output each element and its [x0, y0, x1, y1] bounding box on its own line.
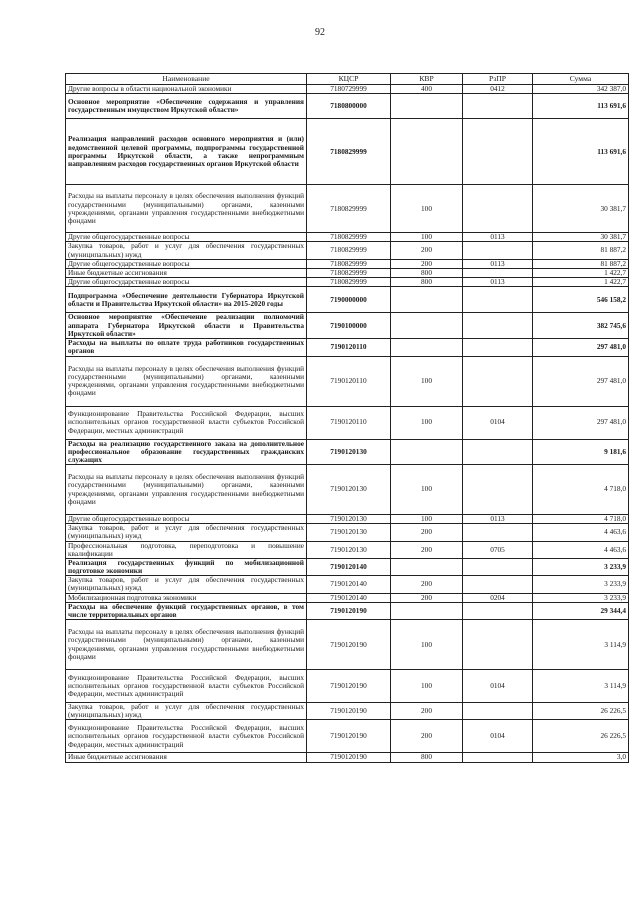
cell-rzpr: [463, 287, 533, 313]
cell-name: Иные бюджетные ассигнования: [66, 753, 307, 762]
table-row: [66, 558, 629, 575]
cell-rzpr: 0113: [463, 278, 533, 287]
cell-code: 7190120130: [307, 541, 391, 558]
cell-code: 7190120190: [307, 602, 391, 619]
cell-name: Расходы на выплаты по оплате труда работников государственных органов: [66, 339, 307, 356]
cell-sum: 3,0: [533, 753, 629, 762]
cell-rzpr: [463, 185, 533, 233]
header-name: Наименование: [66, 74, 307, 85]
cell-name: Расходы на выплаты персоналу в целях обеспечения выполнения функций государственными (муниципальными) органами, казенными учреждениями, органами управления государственными внебюджетными фондами: [66, 465, 307, 515]
table-row: [66, 602, 629, 619]
cell-code: 7190120110: [307, 339, 391, 356]
table-row: [66, 593, 629, 602]
cell-name: Другие общегосударственные вопросы: [66, 278, 307, 287]
cell-kvr: 100: [391, 406, 463, 439]
cell-name: Функционирование Правительства Российской Федерации, высших исполнительных органов государственной власти субъектов Российской Федерации, местных администраций: [66, 670, 307, 703]
cell-kvr: 100: [391, 515, 463, 524]
cell-code: 7190120190: [307, 720, 391, 753]
cell-sum: 4 718,0: [533, 515, 629, 524]
cell-rzpr: 0104: [463, 406, 533, 439]
cell-code: 7180729999: [307, 85, 391, 94]
cell-name: Другие общегосударственные вопросы: [66, 233, 307, 242]
cell-name: Другие общегосударственные вопросы: [66, 515, 307, 524]
cell-name: Основное мероприятие «Обеспечение реализации полномочий аппарата Губернатора Иркутской области и Правительства Иркутской области»: [66, 313, 307, 339]
cell-rzpr: 0113: [463, 515, 533, 524]
budget-table: [65, 73, 629, 763]
cell-kvr: 800: [391, 278, 463, 287]
cell-kvr: 100: [391, 670, 463, 703]
cell-name: Основное мероприятие «Обеспечение содержания и управления государственным имуществом Иркутской области»: [66, 94, 307, 119]
cell-rzpr: [463, 242, 533, 259]
cell-sum: 30 381,7: [533, 185, 629, 233]
cell-sum: 3 233,9: [533, 593, 629, 602]
cell-name: Другие общегосударственные вопросы: [66, 259, 307, 268]
table-row: [66, 278, 629, 287]
cell-rzpr: [463, 94, 533, 119]
cell-name: Расходы на выплаты персоналу в целях обеспечения выполнения функций государственными (муниципальными) органами, казенными учреждениями, органами управления государственными внебюджетными фондами: [66, 185, 307, 233]
cell-kvr: 100: [391, 185, 463, 233]
table-row: [66, 703, 629, 720]
table-header-row: [66, 74, 629, 85]
cell-code: 7190120130: [307, 515, 391, 524]
table-row: [66, 119, 629, 185]
table-row: [66, 287, 629, 313]
table-body: [66, 85, 629, 763]
cell-sum: 81 887,2: [533, 259, 629, 268]
cell-name: Другие вопросы в области национальной экономики: [66, 85, 307, 94]
header-kvr: КВР: [391, 74, 463, 85]
cell-code: 7190100000: [307, 313, 391, 339]
cell-kvr: [391, 602, 463, 619]
table-row: [66, 339, 629, 356]
cell-kvr: 100: [391, 620, 463, 670]
cell-rzpr: 0412: [463, 85, 533, 94]
cell-rzpr: [463, 339, 533, 356]
cell-code: 7190120190: [307, 753, 391, 762]
cell-sum: 546 158,2: [533, 287, 629, 313]
cell-name: Закупка товаров, работ и услуг для обеспечения государственных (муниципальных) нужд: [66, 703, 307, 720]
cell-name: Подпрограмма «Обеспечение деятельности Губернатора Иркутской области и Правительства Иркутской области» на 2015-2020 годы: [66, 287, 307, 313]
table-row: [66, 439, 629, 465]
table-row: [66, 85, 629, 94]
cell-code: 7180829999: [307, 259, 391, 268]
cell-code: 7180800000: [307, 94, 391, 119]
cell-sum: 297 481,0: [533, 406, 629, 439]
cell-rzpr: [463, 753, 533, 762]
cell-sum: 3 114,9: [533, 620, 629, 670]
cell-kvr: [391, 119, 463, 185]
cell-code: 7190120190: [307, 703, 391, 720]
cell-sum: 9 181,6: [533, 439, 629, 465]
cell-rzpr: [463, 703, 533, 720]
cell-name: Функционирование Правительства Российской Федерации, высших исполнительных органов государственной власти субъектов Российской Федерации, местных администраций: [66, 720, 307, 753]
cell-sum: 81 887,2: [533, 242, 629, 259]
table-row: [66, 720, 629, 753]
cell-rzpr: 0113: [463, 233, 533, 242]
cell-rzpr: 0113: [463, 259, 533, 268]
table-row: [66, 356, 629, 406]
cell-sum: 4 463,6: [533, 541, 629, 558]
cell-code: 7190120130: [307, 465, 391, 515]
cell-name: Реализация государственных функций по мобилизационной подготовке экономики: [66, 558, 307, 575]
cell-code: 7180829999: [307, 185, 391, 233]
cell-name: Функционирование Правительства Российской Федерации, высших исполнительных органов государственной власти субъектов Российской Федерации, местных администраций: [66, 406, 307, 439]
table-row: [66, 242, 629, 259]
cell-kvr: 200: [391, 576, 463, 593]
cell-kvr: 200: [391, 720, 463, 753]
cell-rzpr: [463, 558, 533, 575]
cell-code: 7190120130: [307, 524, 391, 541]
cell-kvr: [391, 439, 463, 465]
cell-sum: 4 718,0: [533, 465, 629, 515]
cell-code: 7180829999: [307, 233, 391, 242]
cell-kvr: 400: [391, 85, 463, 94]
cell-kvr: [391, 94, 463, 119]
cell-kvr: [391, 558, 463, 575]
cell-rzpr: [463, 576, 533, 593]
cell-sum: 29 344,4: [533, 602, 629, 619]
cell-rzpr: [463, 620, 533, 670]
header-code: КЦСР: [307, 74, 391, 85]
cell-kvr: [391, 287, 463, 313]
cell-code: 7190120110: [307, 406, 391, 439]
cell-kvr: 200: [391, 541, 463, 558]
cell-code: 7190120140: [307, 558, 391, 575]
cell-kvr: 200: [391, 703, 463, 720]
table-row: [66, 753, 629, 762]
cell-rzpr: [463, 313, 533, 339]
cell-name: Закупка товаров, работ и услуг для обеспечения государственных (муниципальных) нужд: [66, 242, 307, 259]
cell-sum: 113 691,6: [533, 119, 629, 185]
cell-kvr: 800: [391, 268, 463, 277]
cell-code: 7190120190: [307, 670, 391, 703]
cell-sum: 113 691,6: [533, 94, 629, 119]
cell-sum: 342 387,0: [533, 85, 629, 94]
cell-sum: 4 463,6: [533, 524, 629, 541]
cell-rzpr: [463, 465, 533, 515]
cell-rzpr: [463, 356, 533, 406]
cell-name: Закупка товаров, работ и услуг для обеспечения государственных (муниципальных) нужд: [66, 524, 307, 541]
cell-code: 7190120130: [307, 439, 391, 465]
table-row: [66, 524, 629, 541]
cell-sum: 26 226,5: [533, 703, 629, 720]
cell-sum: 26 226,5: [533, 720, 629, 753]
cell-rzpr: 0104: [463, 720, 533, 753]
cell-kvr: 100: [391, 356, 463, 406]
cell-code: 7180829999: [307, 278, 391, 287]
cell-sum: 30 381,7: [533, 233, 629, 242]
cell-kvr: 200: [391, 242, 463, 259]
cell-code: 7180829999: [307, 119, 391, 185]
table-row: [66, 185, 629, 233]
cell-kvr: 800: [391, 753, 463, 762]
cell-sum: 3 233,9: [533, 576, 629, 593]
table-row: [66, 406, 629, 439]
table-row: [66, 313, 629, 339]
cell-code: 7190000000: [307, 287, 391, 313]
cell-name: Иные бюджетные ассигнования: [66, 268, 307, 277]
header-rzpr: РзПР: [463, 74, 533, 85]
cell-sum: 382 745,6: [533, 313, 629, 339]
cell-kvr: [391, 313, 463, 339]
cell-name: Профессиональная подготовка, переподготовка и повышение квалификации: [66, 541, 307, 558]
cell-name: Мобилизационная подготовка экономики: [66, 593, 307, 602]
cell-sum: 1 422,7: [533, 268, 629, 277]
cell-rzpr: 0204: [463, 593, 533, 602]
table-row: [66, 259, 629, 268]
cell-code: 7190120110: [307, 356, 391, 406]
cell-name: Реализация направлений расходов основного мероприятия и (или) ведомственной целевой программы, подпрограммы государственной программы Иркутской области, а также непрограммным направлениям расходов государственных органов Иркутской области: [66, 119, 307, 185]
page-number: 92: [315, 27, 325, 38]
cell-sum: 1 422,7: [533, 278, 629, 287]
cell-rzpr: 0705: [463, 541, 533, 558]
table-row: [66, 94, 629, 119]
header-sum: Сумма: [533, 74, 629, 85]
cell-name: Расходы на обеспечение функций государственных органов, в том числе территориальных органов: [66, 602, 307, 619]
cell-kvr: [391, 339, 463, 356]
table-row: [66, 576, 629, 593]
table-row: [66, 541, 629, 558]
cell-kvr: 200: [391, 259, 463, 268]
cell-name: Расходы на выплаты персоналу в целях обеспечения выполнения функций государственными (муниципальными) органами, казенными учреждениями, органами управления государственными внебюджетными фондами: [66, 620, 307, 670]
cell-name: Расходы на реализацию государственного заказа на дополнительное профессиональное образование государственных гражданских служащих: [66, 439, 307, 465]
table-row: [66, 670, 629, 703]
cell-sum: 297 481,0: [533, 339, 629, 356]
cell-rzpr: [463, 119, 533, 185]
cell-name: Расходы на выплаты персоналу в целях обеспечения выполнения функций государственными (муниципальными) органами, казенными учреждениями, органами управления государственными внебюджетными фондами: [66, 356, 307, 406]
cell-kvr: 100: [391, 465, 463, 515]
cell-kvr: 200: [391, 524, 463, 541]
cell-name: Закупка товаров, работ и услуг для обеспечения государственных (муниципальных) нужд: [66, 576, 307, 593]
table-row: [66, 465, 629, 515]
cell-code: 7180829999: [307, 242, 391, 259]
cell-kvr: 200: [391, 593, 463, 602]
cell-code: 7190120190: [307, 620, 391, 670]
cell-sum: 3 233,9: [533, 558, 629, 575]
cell-code: 7190120140: [307, 593, 391, 602]
cell-sum: 297 481,0: [533, 356, 629, 406]
cell-kvr: 100: [391, 233, 463, 242]
cell-code: 7180829999: [307, 268, 391, 277]
cell-rzpr: 0104: [463, 670, 533, 703]
cell-rzpr: [463, 602, 533, 619]
cell-rzpr: [463, 439, 533, 465]
cell-code: 7190120140: [307, 576, 391, 593]
table-row: [66, 620, 629, 670]
cell-rzpr: [463, 524, 533, 541]
cell-sum: 3 114,9: [533, 670, 629, 703]
